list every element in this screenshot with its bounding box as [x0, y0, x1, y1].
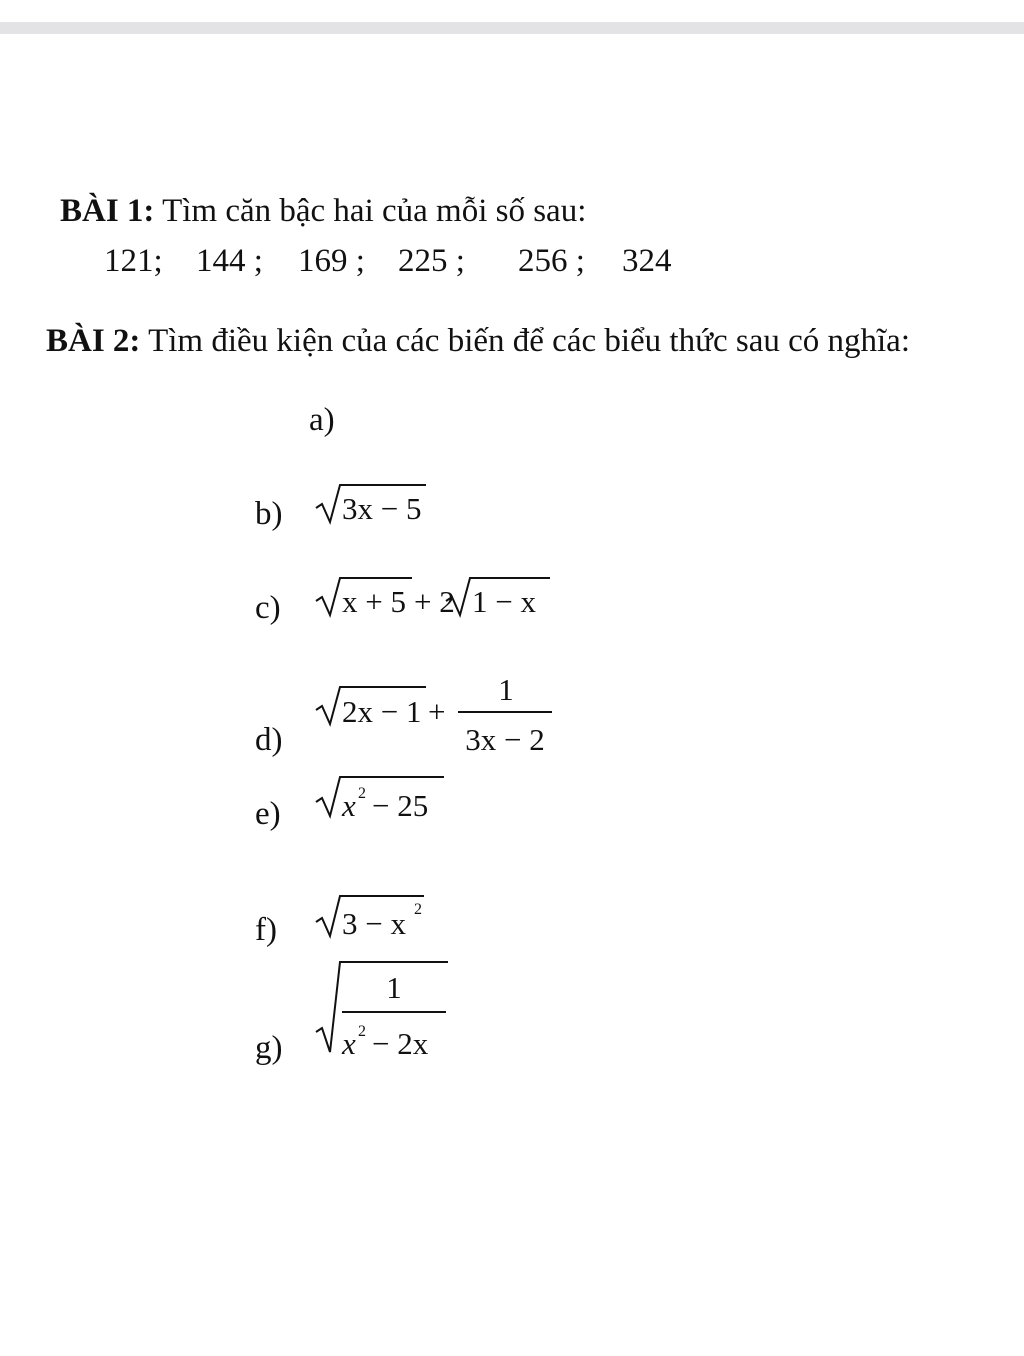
- exponent: 2: [358, 785, 366, 802]
- number-item: 144 ;: [196, 243, 263, 279]
- item-d-label: d): [255, 722, 283, 758]
- item-f-label: f): [255, 912, 277, 948]
- number-item: 121;: [104, 243, 163, 279]
- radicand: x + 5: [342, 584, 406, 619]
- operator-term: + 2: [414, 584, 455, 619]
- exercise-2-heading: [46, 323, 910, 360]
- exercise-1-title: BÀI 1:: [60, 193, 155, 229]
- exponent: 2: [414, 901, 422, 918]
- expression-b: [310, 475, 440, 535]
- number-item: 169 ;: [298, 243, 365, 279]
- number-item: 324: [622, 243, 672, 279]
- radicand: 1 − x: [472, 584, 536, 619]
- numerator: 1: [386, 970, 402, 1005]
- expression-f: [310, 884, 440, 948]
- denominator-rest: − 2x: [372, 1026, 429, 1061]
- numerator: 1: [498, 672, 514, 707]
- exponent: 2: [358, 1023, 366, 1040]
- variable: x: [342, 1026, 356, 1061]
- item-g-label: g): [255, 1030, 283, 1066]
- denominator: 3x − 2: [465, 722, 545, 757]
- expression-d: [310, 668, 570, 768]
- exercise-2-text: Tìm điều kiện của các biến để các biểu thức sau có nghĩa:: [148, 323, 910, 359]
- expression-g: [310, 952, 460, 1072]
- exercise-1-text: Tìm căn bậc hai của mỗi số sau:: [162, 193, 587, 229]
- radicand: 3 − x: [342, 906, 406, 941]
- radicand: 3x − 5: [342, 491, 422, 526]
- plus-sign: +: [428, 694, 446, 729]
- exercise-1-heading: [60, 193, 586, 230]
- variable: x: [342, 788, 356, 823]
- expression-c: [310, 568, 570, 630]
- radicand: 2x − 1: [342, 694, 422, 729]
- item-a-label: a): [309, 402, 335, 438]
- radicand-rest: − 25: [372, 788, 429, 823]
- number-item: 225 ;: [398, 243, 465, 279]
- item-c-label: c): [255, 590, 281, 626]
- expression-e: [310, 764, 460, 828]
- item-b-label: b): [255, 496, 283, 532]
- top-divider: [0, 22, 1024, 34]
- item-e-label: e): [255, 796, 281, 832]
- exercise-2-title: BÀI 2:: [46, 323, 141, 359]
- number-item: 256 ;: [518, 243, 585, 279]
